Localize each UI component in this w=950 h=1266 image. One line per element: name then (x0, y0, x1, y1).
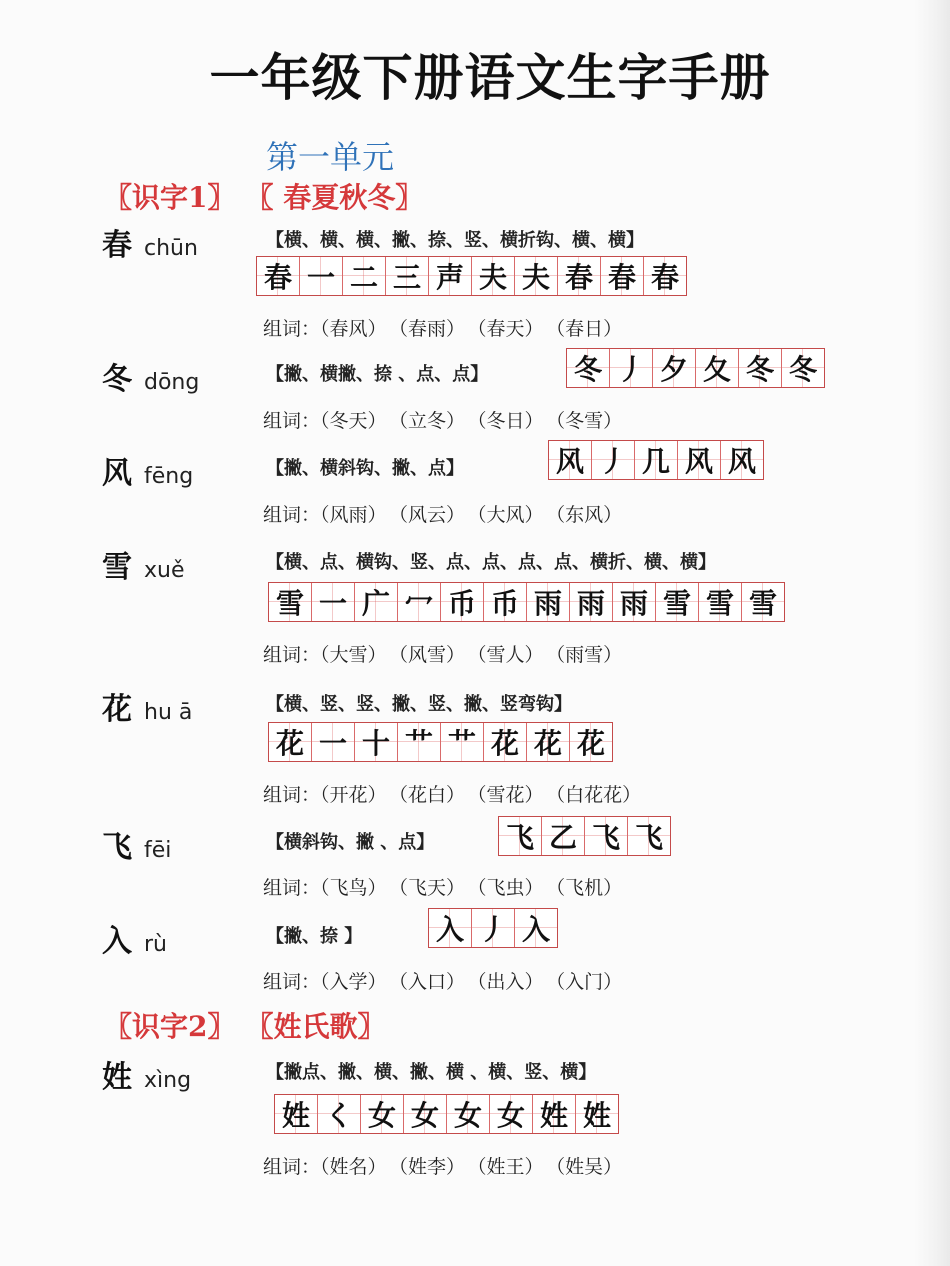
pinyin: fēng (144, 464, 194, 489)
stroke-step-cell: 雪 (742, 583, 784, 621)
stroke-order-grid (268, 582, 785, 622)
character: 姓 (102, 1060, 132, 1095)
stroke-step-cell: 广 (355, 583, 398, 621)
page-edge-shadow (914, 0, 950, 1266)
word-group-label: 组词： (263, 1156, 321, 1178)
stroke-step-cell: 雪 (656, 583, 699, 621)
character-heading (102, 822, 171, 866)
word-example: （飞虫） (477, 877, 544, 899)
stroke-step-cell: 雨 (613, 583, 656, 621)
stroke-order-text: 【撇、捺 】 (266, 926, 363, 947)
word-example: （冬日） (477, 410, 544, 432)
stroke-step-cell: 夫 (515, 257, 558, 295)
character: 风 (102, 456, 132, 491)
unit-heading: 第一单元 (266, 138, 395, 176)
stroke-step-cell: 女 (404, 1095, 447, 1133)
character-heading (102, 220, 198, 264)
stroke-step-cell: 丿 (592, 441, 635, 479)
stroke-step-cell: 几 (635, 441, 678, 479)
word-example: （入门） (555, 971, 623, 993)
stroke-step-cell: 币 (441, 583, 484, 621)
character-heading (102, 1052, 191, 1096)
stroke-order-text: 【撇、横斜钩、撇、点】 (266, 458, 464, 479)
pinyin: xìng (144, 1068, 192, 1093)
word-group-line (263, 314, 634, 341)
stroke-step-cell: 飞 (499, 817, 542, 855)
stroke-step-cell: 姓 (576, 1095, 618, 1133)
word-example: （雪花） (477, 784, 544, 806)
word-example: （雪人） (477, 644, 544, 666)
character: 雪 (102, 550, 132, 585)
word-example: （飞机） (555, 877, 623, 899)
word-group-label: 组词： (263, 784, 321, 806)
stroke-step-cell: 夕 (653, 349, 696, 387)
stroke-step-cell: 丿 (610, 349, 653, 387)
word-group-line (263, 873, 634, 900)
pinyin: hu ā (144, 700, 193, 725)
word-example: （春风） (320, 318, 387, 340)
character-heading (102, 354, 199, 398)
pinyin: dōng (144, 370, 200, 395)
word-example: （花白） (398, 784, 466, 806)
stroke-step-cell: 三 (386, 257, 429, 295)
word-group-line (263, 640, 634, 667)
stroke-step-cell: 声 (429, 257, 472, 295)
character-heading (102, 542, 185, 586)
stroke-step-cell: 花 (269, 723, 312, 761)
stroke-step-cell: 艹 (441, 723, 484, 761)
stroke-step-cell: 花 (484, 723, 527, 761)
stroke-step-cell: 夂 (696, 349, 739, 387)
word-example: （出入） (477, 971, 544, 993)
stroke-step-cell: 冬 (567, 349, 610, 387)
word-example: （冬雪） (555, 410, 623, 432)
section-label: 〖识字1〗 (104, 181, 236, 214)
stroke-step-cell: 姓 (533, 1095, 576, 1133)
word-example: （白花花） (555, 784, 642, 806)
word-example: （春雨） (398, 318, 466, 340)
stroke-order-grid (256, 256, 687, 296)
stroke-order-grid (498, 816, 671, 856)
stroke-step-cell: 冬 (782, 349, 824, 387)
stroke-step-cell: 女 (447, 1095, 490, 1133)
stroke-step-cell: 风 (549, 441, 592, 479)
stroke-order-grid (274, 1094, 619, 1134)
word-example: （风云） (398, 504, 466, 526)
word-example: （春日） (555, 318, 623, 340)
word-example: （入口） (398, 971, 466, 993)
pinyin: fēi (144, 838, 172, 863)
stroke-order-text: 【撇、横撇、捺 、点、点】 (266, 364, 489, 385)
stroke-step-cell: 风 (721, 441, 763, 479)
word-example: （冬天） (320, 410, 387, 432)
word-group-label: 组词： (263, 318, 321, 340)
word-group-label: 组词： (263, 971, 321, 993)
character-heading (102, 448, 193, 492)
stroke-step-cell: 冖 (398, 583, 441, 621)
word-example: （入学） (320, 971, 387, 993)
stroke-order-text: 【横斜钩、撇 、点】 (266, 832, 435, 853)
stroke-step-cell: 花 (570, 723, 612, 761)
stroke-step-cell: 姓 (275, 1095, 318, 1133)
stroke-step-cell: 入 (429, 909, 472, 947)
word-group-line (263, 1152, 634, 1179)
stroke-step-cell: 飞 (585, 817, 628, 855)
stroke-step-cell: 二 (343, 257, 386, 295)
page-title: 一年级下册语文生字手册 (209, 49, 771, 107)
stroke-order-text: 【横、点、横钩、竖、点、点、点、点、横折、横、横】 (266, 552, 716, 573)
stroke-order-grid (566, 348, 825, 388)
stroke-order-grid (428, 908, 558, 948)
word-example: （春天） (477, 318, 544, 340)
word-example: （开花） (320, 784, 387, 806)
stroke-step-cell: 春 (257, 257, 300, 295)
stroke-step-cell: 风 (678, 441, 721, 479)
word-example: （东风） (555, 504, 623, 526)
stroke-step-cell: 入 (515, 909, 557, 947)
character: 飞 (102, 830, 132, 865)
stroke-step-cell: 十 (355, 723, 398, 761)
stroke-order-grid (268, 722, 613, 762)
character: 冬 (102, 362, 132, 397)
word-group-line (263, 406, 634, 433)
stroke-step-cell: 花 (527, 723, 570, 761)
word-example: （姓名） (320, 1156, 387, 1178)
stroke-step-cell: 一 (300, 257, 343, 295)
character: 春 (102, 228, 132, 263)
section-topic: 〖姓氏歌〗 (245, 1010, 386, 1043)
stroke-step-cell: 丿 (472, 909, 515, 947)
word-group-line (263, 500, 634, 527)
word-example: （立冬） (398, 410, 466, 432)
section-heading-1 (104, 176, 423, 216)
word-example: （姓李） (398, 1156, 466, 1178)
word-example: （雨雪） (555, 644, 623, 666)
stroke-step-cell: 飞 (628, 817, 670, 855)
character: 入 (102, 924, 132, 959)
stroke-step-cell: 雨 (527, 583, 570, 621)
word-group-line (263, 780, 653, 807)
character: 花 (102, 692, 132, 727)
pinyin: rù (144, 932, 167, 957)
word-example: （风雪） (398, 644, 466, 666)
character-heading (102, 916, 167, 960)
section-heading-2 (104, 1005, 386, 1045)
pinyin: chūn (144, 236, 198, 261)
word-example: （飞天） (398, 877, 466, 899)
stroke-step-cell: 币 (484, 583, 527, 621)
pinyin: xuě (144, 558, 185, 583)
stroke-order-text: 【横、竖、竖、撇、竖、撇、竖弯钩】 (266, 694, 572, 715)
stroke-step-cell: 乙 (542, 817, 585, 855)
stroke-step-cell: 雪 (699, 583, 742, 621)
stroke-step-cell: 一 (312, 723, 355, 761)
word-group-label: 组词： (263, 644, 321, 666)
stroke-step-cell: 雨 (570, 583, 613, 621)
stroke-step-cell: 春 (601, 257, 644, 295)
stroke-step-cell: 艹 (398, 723, 441, 761)
word-example: （姓吴） (555, 1156, 623, 1178)
stroke-step-cell: 春 (644, 257, 686, 295)
stroke-step-cell: 女 (361, 1095, 404, 1133)
word-example: （姓王） (477, 1156, 544, 1178)
word-example: （大雪） (320, 644, 387, 666)
stroke-order-grid (548, 440, 764, 480)
stroke-step-cell: 春 (558, 257, 601, 295)
word-example: （大风） (477, 504, 544, 526)
stroke-order-text: 【撇点、撇、横、撇、横 、横、竖、横】 (266, 1062, 597, 1083)
word-example: （飞鸟） (320, 877, 387, 899)
stroke-step-cell: く (318, 1095, 361, 1133)
word-example: （风雨） (320, 504, 387, 526)
word-group-label: 组词： (263, 410, 321, 432)
stroke-step-cell: 冬 (739, 349, 782, 387)
word-group-label: 组词： (263, 877, 321, 899)
stroke-order-text: 【横、横、横、撇、捺、竖、横折钩、横、横】 (266, 230, 644, 251)
stroke-step-cell: 一 (312, 583, 355, 621)
character-heading (102, 684, 192, 728)
word-group-line (263, 967, 634, 994)
section-label: 〖识字2〗 (104, 1010, 236, 1043)
stroke-step-cell: 雪 (269, 583, 312, 621)
word-group-label: 组词： (263, 504, 321, 526)
section-topic: 〖 春夏秋冬〗 (245, 181, 424, 214)
stroke-step-cell: 夫 (472, 257, 515, 295)
stroke-step-cell: 女 (490, 1095, 533, 1133)
